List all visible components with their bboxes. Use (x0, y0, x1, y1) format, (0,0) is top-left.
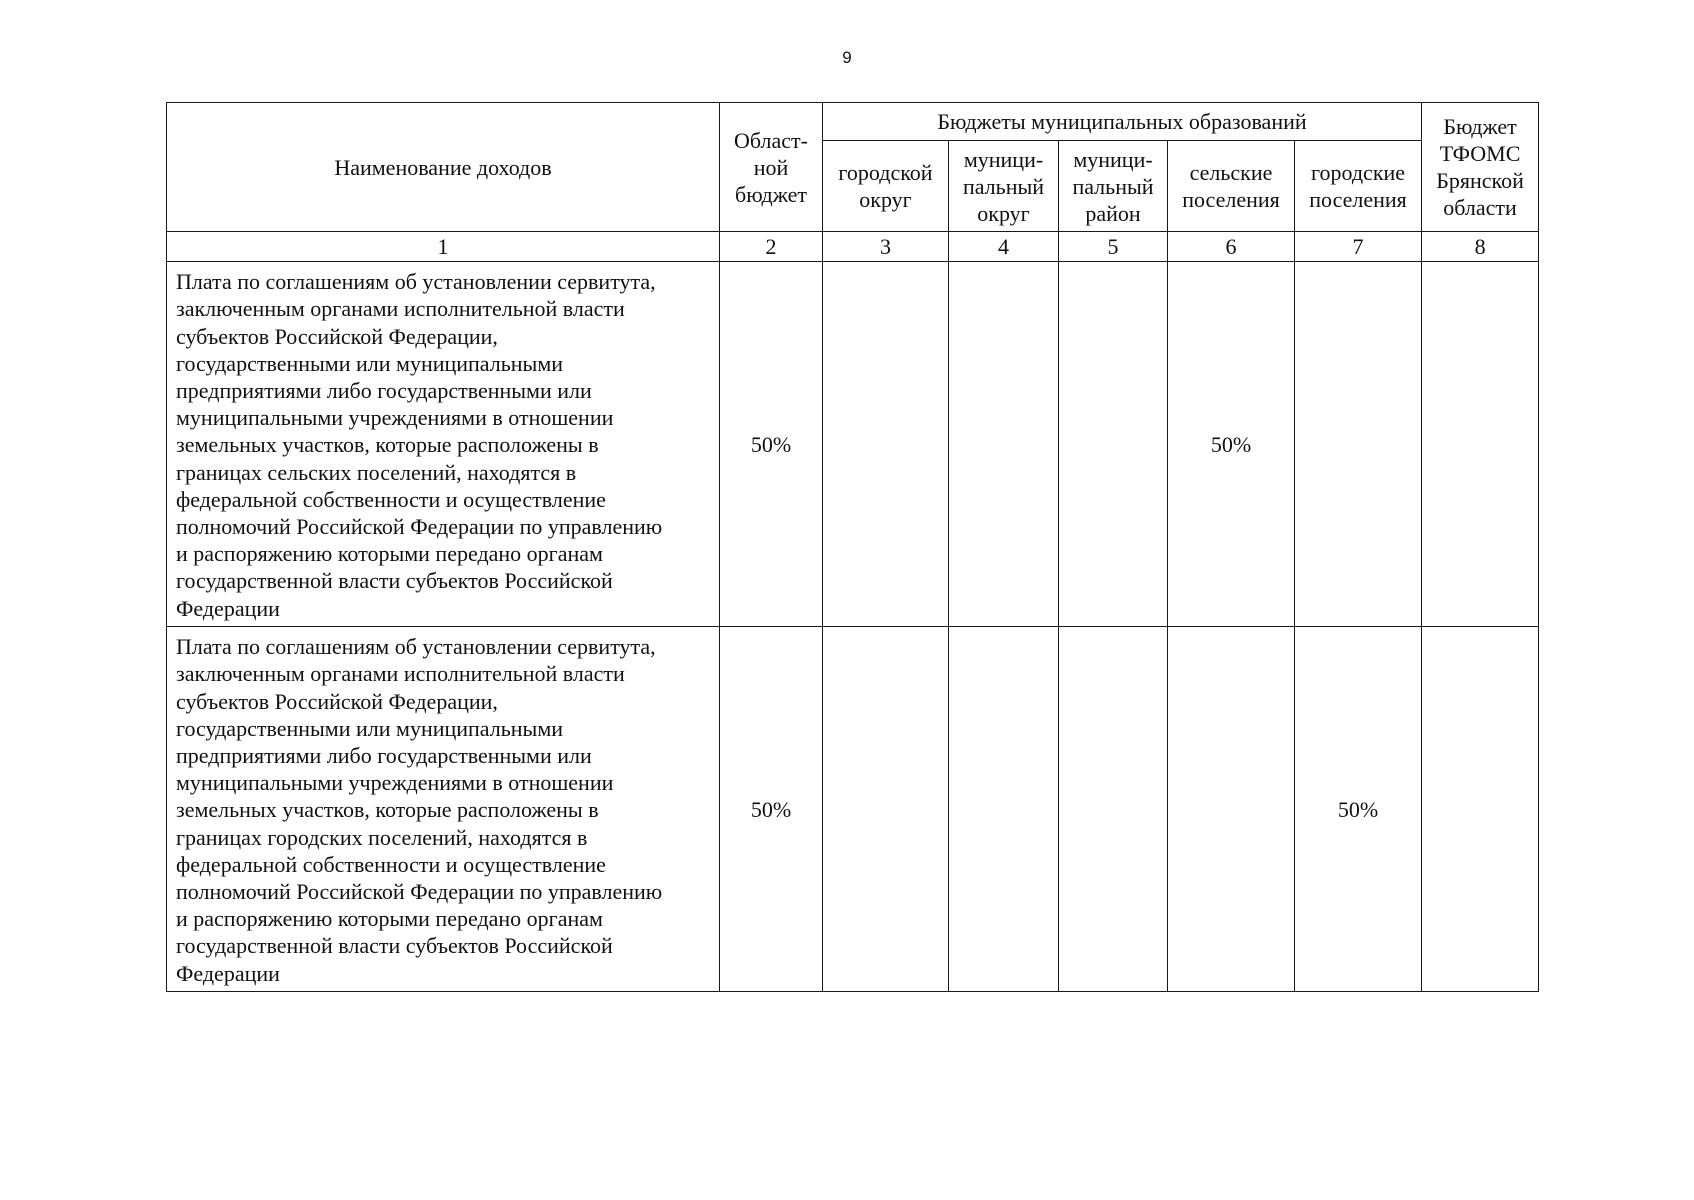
regional-share-cell: 50% (720, 262, 823, 627)
rural-settlements-share-cell (1168, 627, 1295, 992)
header-rural-settlements: сельские поселения (1168, 141, 1295, 232)
column-number: 3 (823, 232, 949, 262)
header-income-name: Наименование доходов (167, 103, 720, 232)
urban-settlements-share-cell: 50% (1295, 627, 1422, 992)
table-row (167, 262, 1539, 627)
header-city-district: городской округ (823, 141, 949, 232)
city-district-share-cell (823, 627, 949, 992)
header-tfoms-budget: Бюджет ТФОМС Брянской области (1422, 103, 1539, 232)
column-number-row (167, 232, 1539, 262)
column-number: 1 (167, 232, 720, 262)
header-municipal-rayon: муници- пальный район (1059, 141, 1168, 232)
header-urban-settlements: городские поселения (1295, 141, 1422, 232)
header-municipal-budgets: Бюджеты муниципальных образований (823, 103, 1422, 141)
municipal-okrug-share-cell (949, 262, 1059, 627)
column-number: 8 (1422, 232, 1539, 262)
column-number: 6 (1168, 232, 1295, 262)
municipal-rayon-share-cell (1059, 262, 1168, 627)
tfoms-share-cell (1422, 262, 1539, 627)
column-number: 7 (1295, 232, 1422, 262)
city-district-share-cell (823, 262, 949, 627)
table-row (167, 627, 1539, 992)
municipal-rayon-share-cell (1059, 627, 1168, 992)
column-number: 2 (720, 232, 823, 262)
rural-settlements-share-cell: 50% (1168, 262, 1295, 627)
income-name-cell: Плата по соглашениям об установлении сервитута, заключенным органами исполнительной власти субъектов Российской Федерации, государственными или муниципальными предприятиями либо государственными или муниципальными учреждениями в отношении земельных участков, которые расположены в границах сельских поселений, находятся в федеральной собственности и осуществление полномочий Российской Федерации по управлению и распоряжению которыми передано органам государственной власти субъектов Российской Федерации (167, 262, 720, 627)
revenue-distribution-table (166, 102, 1539, 992)
municipal-okrug-share-cell (949, 627, 1059, 992)
header-municipal-okrug: муници- пальный округ (949, 141, 1059, 232)
regional-share-cell: 50% (720, 627, 823, 992)
page-number: 9 (842, 48, 852, 67)
header-regional-budget: Област- ной бюджет (720, 103, 823, 232)
column-number: 5 (1059, 232, 1168, 262)
urban-settlements-share-cell (1295, 262, 1422, 627)
tfoms-share-cell (1422, 627, 1539, 992)
income-name-cell: Плата по соглашениям об установлении сервитута, заключенным органами исполнительной власти субъектов Российской Федерации, государственными или муниципальными предприятиями либо государственными или муниципальными учреждениями в отношении земельных участков, которые расположены в границах городских поселений, находятся в федеральной собственности и осуществление полномочий Российской Федерации по управлению и распоряжению которыми передано органам государственной власти субъектов Российской Федерации (167, 627, 720, 992)
column-number: 4 (949, 232, 1059, 262)
